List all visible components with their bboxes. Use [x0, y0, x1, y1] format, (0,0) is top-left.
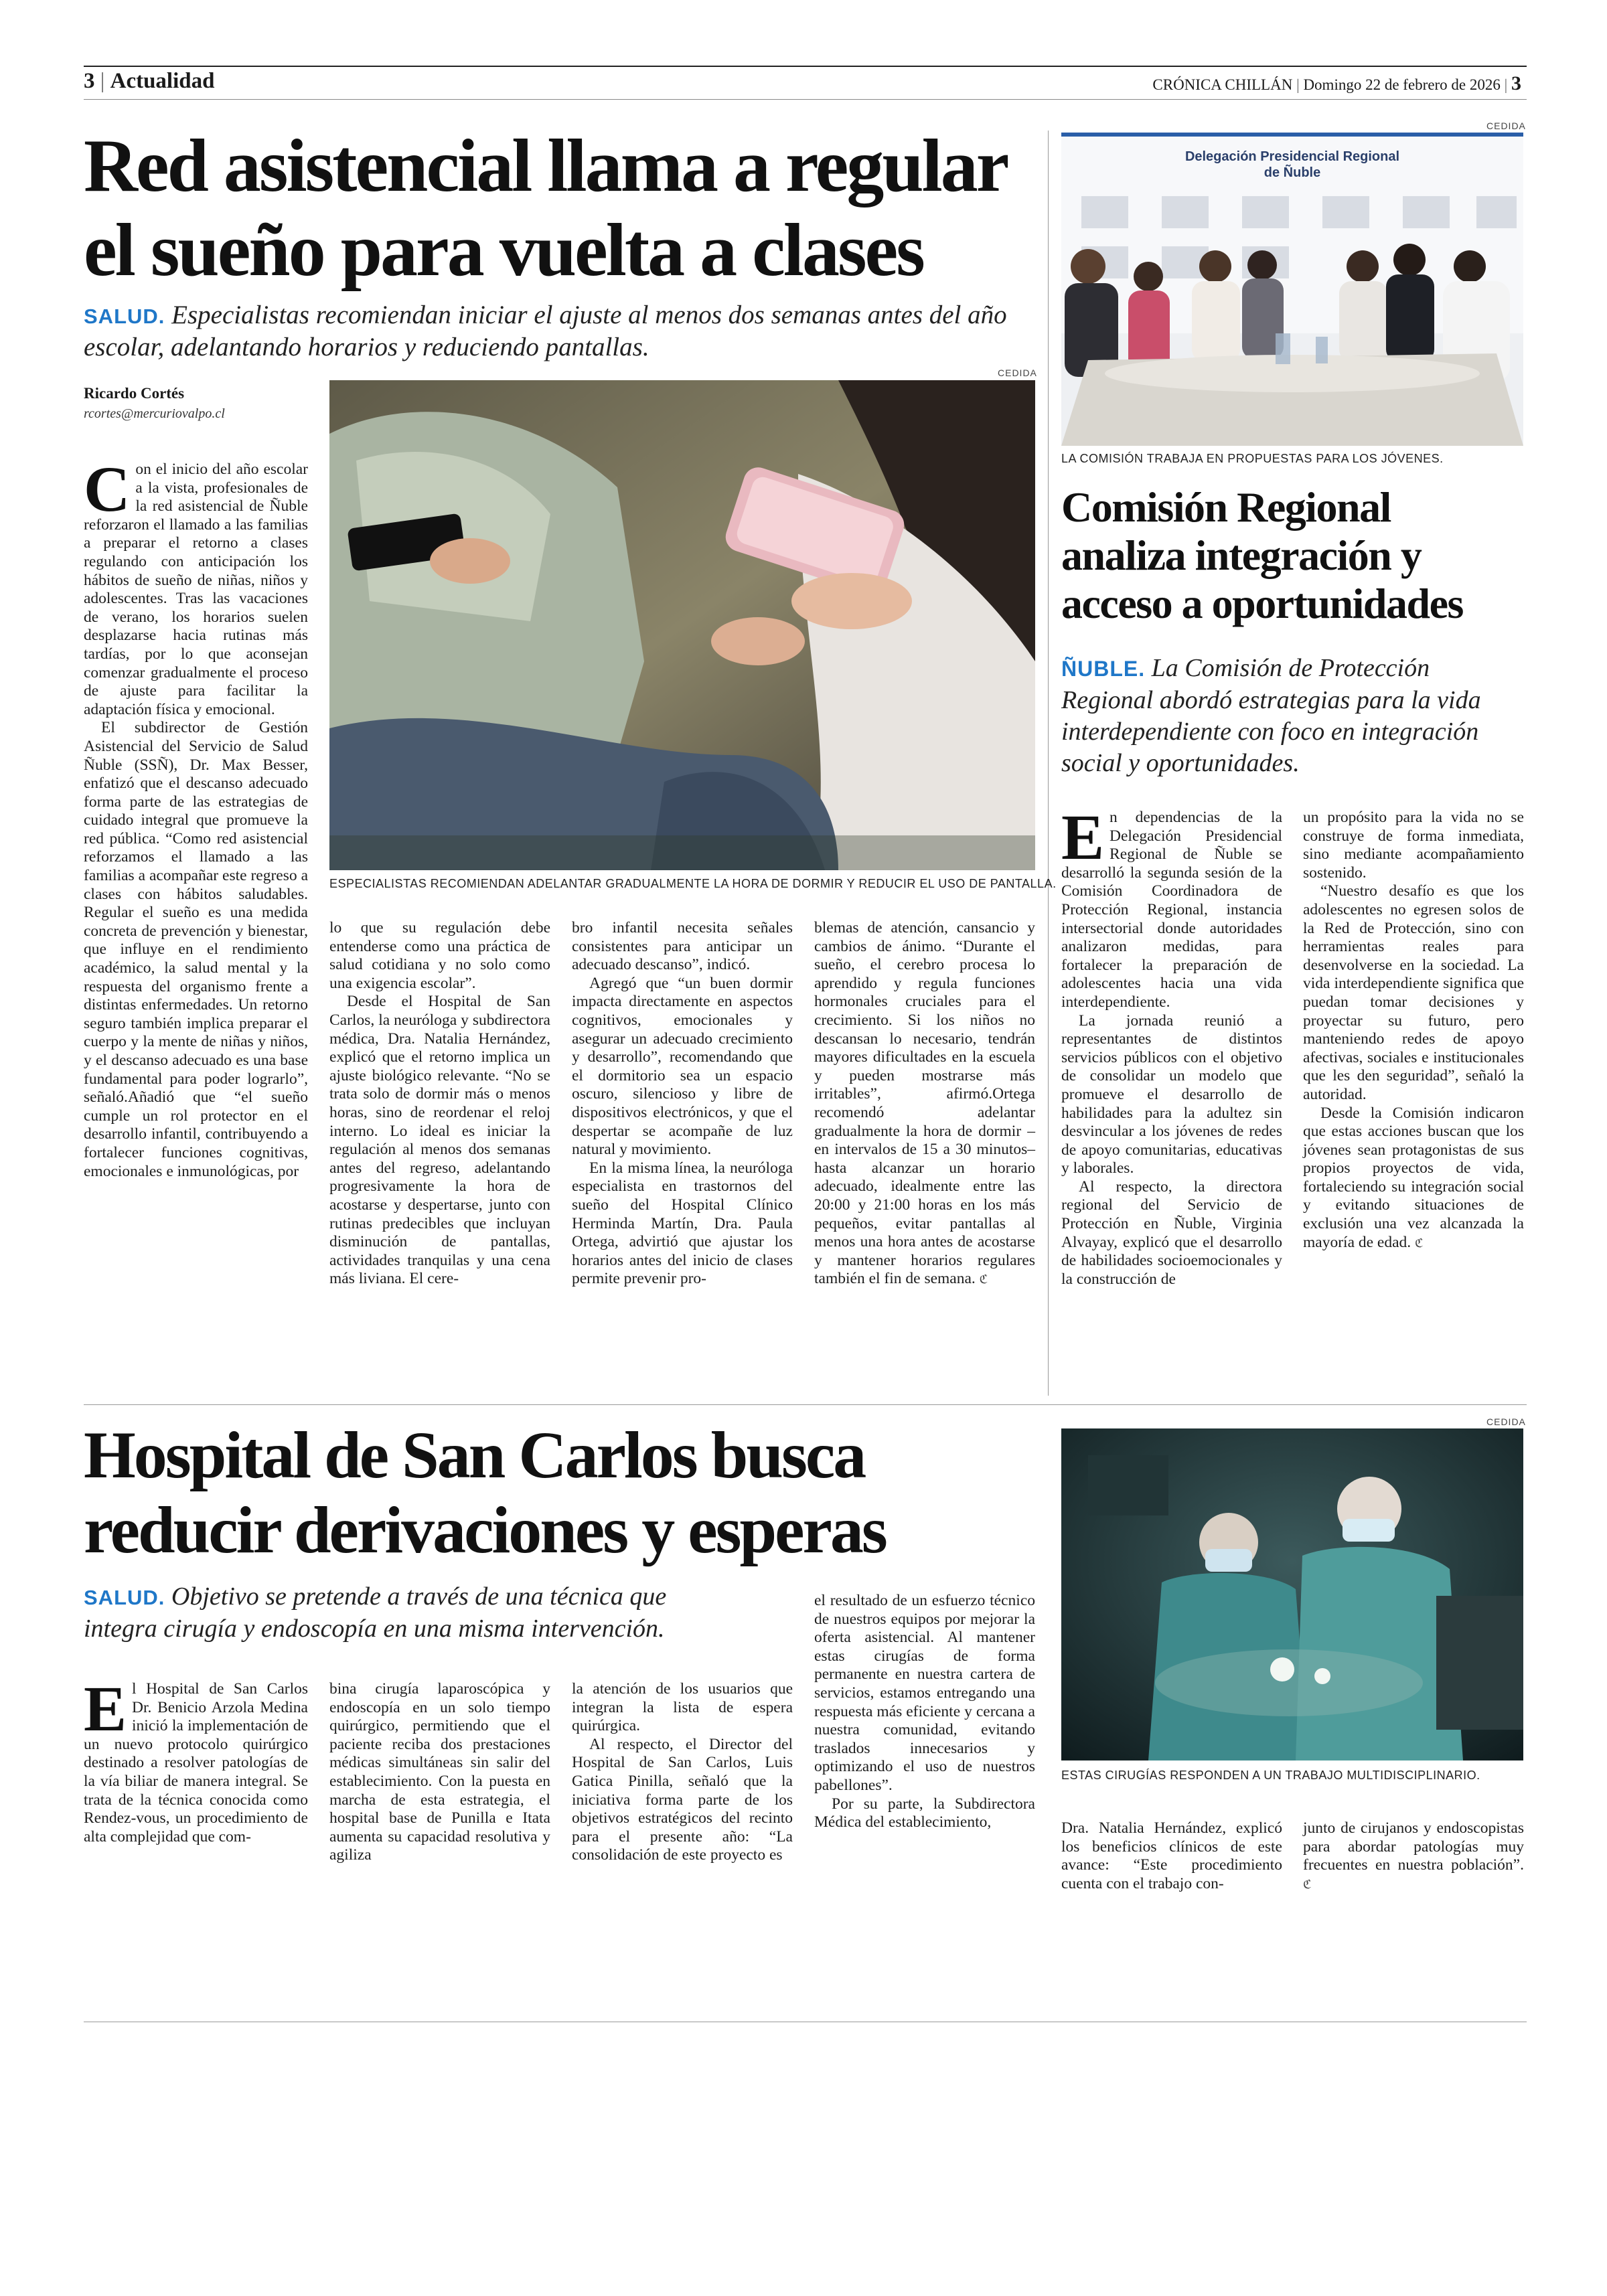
article3-deck: [84, 1581, 820, 1644]
article2-headline-line3: acceso a oportunidades: [1061, 580, 1463, 627]
article1-column-3: [572, 919, 793, 1289]
article2-dropcap: E: [1061, 801, 1105, 873]
article1-paragraph: Desde el Hospital de San Carlos, la neuróloga y subdirectora médica, Dra. Natalia Hernández, explicó que el retorno implica un ajuste biológico relevante. “No se trata solo de dormir más o menos horas, sino de reordenar el reloj interno. Lo ideal es iniciar la regulación al menos dos semanas antes del regreso, adelantando progresivamente la hora de acostarse y despertarse, junto con rutinas predecibles que incluyan disminución de pantallas, actividades tranquilas y una cena más liviana. El cere-: [329, 993, 550, 1288]
article3-headline-line2: reducir derivaciones y esperas: [84, 1493, 886, 1567]
article2-headline-line1: Comisión Regional: [1061, 483, 1391, 531]
article2-headline-line2: analiza integración y: [1061, 531, 1422, 579]
article1-photo-caption: ESPECIALISTAS RECOMIENDAN ADELANTAR GRADUALMENTE LA HORA DE DORMIR Y REDUCIR EL USO DE PANTALLA.: [329, 877, 1057, 890]
commission-meeting-photo: [1061, 133, 1523, 446]
article1-deck-text: Especialistas recomiendan iniciar el ajuste al menos dos semanas antes del año escolar, adelantando horarios y reduciendo pantallas.: [84, 301, 1007, 361]
page-number-right: 3: [1511, 72, 1521, 94]
article1-headline-line1: Red asistencial llama a regular: [84, 125, 1008, 208]
header-top-rule: [84, 66, 1527, 67]
article1-paragraph: blemas de atención, cansancio y cambios de ánimo. “Durante el sueño, el cerebro procesa lo aprendido y regula funciones hormonales cruciales para el crecimiento. Si los niños no descansan lo necesario, tendrán mayores dificultades en la escuela y pueden mostrarse más irritables”, afirmó.Ortega recomendó adelantar gradualmente la hora de dormir –en intervalos de 15 a 30 minutos– hasta alcanzar un horario adecuado, idealmente entre las 20:00 y 21:00 horas en los más pequeños, evitar pantallas al menos una hora antes de acostarse y mantener horarios regulares también el fin de semana.: [814, 919, 1035, 1288]
article3-deck-line1: Objetivo se pretende a través de una técnica que: [171, 1582, 667, 1611]
article2-paragraph: n dependencias de la Delegación Presidencial Regional de Ñuble se desarrolló la segunda sesión de la Comisión Coordinadora de Protección Regional, instancia intersectorial donde autoridades analizaron medidas, para fortalecer la preparación de adolescentes hacia una vida interdependiente.: [1061, 809, 1282, 1011]
article3-top-rule: [84, 1404, 1527, 1405]
author-email[interactable]: rcortes@mercuriovalpo.cl: [84, 406, 225, 421]
article3-deck-line2: integra cirugía y endoscopía en una misma intervención.: [84, 1615, 665, 1643]
article2-column-1: [1061, 801, 1282, 1289]
article2-photo-caption: LA COMISIÓN TRABAJA EN PROPUESTAS PARA LOS JÓVENES.: [1061, 452, 1444, 465]
article2-paragraph: Al respecto, la directora regional del Servicio de Protección en Ñuble, Virginia Alvayay, explicó que el desarrollo de habilidades socioemocionales y la construcción de: [1061, 1177, 1282, 1288]
page-number-left: 3: [84, 69, 95, 93]
article2-column-2: [1303, 809, 1524, 1252]
article1-deck: [84, 300, 1048, 363]
article1-paragraph: El subdirector de Gestión Asistencial del Servicio de Salud Ñuble (SSÑ), Dr. Max Besser, enfatizó que el descanso adecuado forma parte de las estrategias de cuidado integral que promueve la red pública. “Como red asistencial reforzamos el llamado a las familias a acompañar este regreso a clases con hábitos saludables. Regular el sueño es una medida concreta de prevención y bienestar, que influye en el rendimiento académico, la salud mental y la respuesta del organismo frente a distintas enfermedades. Un retorno seguro también implica preparar el cuerpo y la mente de niñas y niños, y el descanso adecuado es una base fundamental para poder lograrlo”, señaló.Añadió que “el sueño cumple un rol protector en el desarrollo infantil, contribuyendo a fortalecer funciones cognitivas, emocionales e inmunológicas, por: [84, 719, 308, 1180]
article2-photo: [1061, 133, 1523, 446]
section-name: Actualidad: [110, 69, 215, 93]
article1-byline: [84, 385, 225, 422]
article1-kicker: SALUD.: [84, 305, 165, 328]
article3-paragraph: l Hospital de San Carlos Dr. Benicio Arzola Medina inició la implementación de un nuevo protocolo quirúrgico destinado a resolver patologías de la vía biliar de manera integral. Se trata de la técnica conocida como Rendez-vous, un procedimiento de alta complejidad que com-: [84, 1680, 308, 1846]
article3-photo-credit: CEDIDA: [1486, 1416, 1526, 1427]
page-header-right: CRÓNICA CHILLÁN | Domingo 22 de febrero de 2026 | 3: [1152, 72, 1521, 94]
article3-column-6: [1303, 1819, 1524, 1894]
author-name: Ricardo Cortés: [84, 385, 185, 402]
article3-paragraph: junto de cirujanos y endoscopistas para abordar patologías muy frecuentes en nuestra población”.: [1303, 1819, 1524, 1874]
article3-photo: [1061, 1428, 1523, 1760]
article3-headline-line1: Hospital de San Carlos busca: [84, 1418, 865, 1492]
article3-column-4: [814, 1592, 1035, 1832]
article1-photo: [329, 380, 1035, 870]
article2-headline: [1061, 483, 1530, 628]
article3-paragraph: Dra. Natalia Hernández, explicó los beneficios clínicos de este avance: “Este procedimiento cuenta con el trabajo con-: [1061, 1819, 1282, 1892]
end-of-article-icon: ℭ: [979, 1273, 988, 1287]
article1-dropcap: C: [84, 453, 131, 525]
article1-headline: [84, 124, 1041, 293]
article3-photo-caption: ESTAS CIRUGÍAS RESPONDEN A UN TRABAJO MULTIDISCIPLINARIO.: [1061, 1769, 1480, 1782]
article2-paragraph: Desde la Comisión indicaron que estas acciones buscan que los jóvenes sean protagonistas de sus propios proyectos de vida, fortaleciendo su integración social y evitando situaciones de exclusión una vez alcanzada la mayoría de edad.: [1303, 1104, 1524, 1251]
column-divider: [1048, 131, 1049, 1396]
article2-deck-text: La Comisión de Protección Regional abordó estrategias para la vida interdependiente con foco en integración social y oportunidades.: [1061, 654, 1481, 777]
article3-paragraph: la atención de los usuarios que integran la lista de espera quirúrgica.: [572, 1680, 793, 1735]
article3-column-3: [572, 1680, 793, 1865]
article3-column-2: [329, 1680, 550, 1865]
article2-paragraph: un propósito para la vida no se construye de forma inmediata, sino mediante acompañamiento sostenido.: [1303, 809, 1524, 882]
article3-dropcap: E: [84, 1673, 127, 1744]
page-header-left: 3 | Actualidad: [84, 69, 215, 93]
article1-paragraph: bro infantil necesita señales consistentes para anticipar un adecuado descanso”, indicó.: [572, 919, 793, 974]
article3-paragraph: bina cirugía laparoscópica y endoscopía en un solo tiempo quirúrgico, permitiendo que el paciente reciba dos prestaciones médicas simultáneas sin salir del establecimiento. Con la puesta en marcha de esta estrategia, el hospital base de Punilla e Itata aumenta su capacidad resolutiva y agiliza: [329, 1680, 550, 1864]
article2-kicker: ÑUBLE.: [1061, 657, 1146, 681]
issue-date: Domingo 22 de febrero de 2026: [1303, 76, 1501, 93]
article3-paragraph: Al respecto, el Director del Hospital de San Carlos, Luis Gatica Pinilla, señaló que la iniciativa forma parte de los objetivos estratégicos del recinto para el presente año: “La consolidación de este proyecto es: [572, 1735, 793, 1864]
article2-deck: [1061, 653, 1523, 779]
article1-headline-line2: el sueño para vuelta a clases: [84, 209, 923, 292]
article3-column-1: [84, 1673, 308, 1846]
banner-line1: Delegación Presidencial Regional: [1184, 149, 1400, 164]
article1-photo-credit: CEDIDA: [998, 367, 1037, 378]
article3-paragraph: el resultado de un esfuerzo técnico de nuestros equipos por mejorar la oferta asistencial. Al mantener estas cirugías de forma permanente en nuestra cartera de servicios, estamos entregando una respuesta más eficiente y cercana a nuestra comunidad, evitando traslados innecesarios y optimizando el uso de nuestros pabellones”.: [814, 1592, 1035, 1794]
article2-photo-credit: CEDIDA: [1486, 120, 1526, 131]
article2-paragraph: La jornada reunió a representantes de distintos servicios públicos con el objetivo de consolidar un modelo que promueve el desarrollo de habilidades para la adultez sin desvincular a los jóvenes de redes de apoyo comunitarias, educativas y laborales.: [1061, 1011, 1282, 1177]
article1-column-4: [814, 919, 1035, 1289]
article1-paragraph: on el inicio del año escolar a la vista, profesionales de la red asistencial de Ñuble reforzaron el llamado a las familias a preparar el retorno a clases regulando con anticipación los hábitos de sueño de niñas, niños y adolescentes. Tras las vacaciones de verano, los horarios suelen desplazarse hacia rutinas más tardías, por lo que aconsejan comenzar gradualmente el proceso de ajuste para facilitar la adaptación física y emocional.: [84, 461, 308, 718]
end-of-article-icon: ℭ: [1415, 1236, 1424, 1250]
article1-column-2: [329, 919, 550, 1289]
article1-column-1: [84, 453, 308, 1181]
article3-paragraph: Por su parte, la Subdirectora Médica del establecimiento,: [814, 1795, 1035, 1831]
banner-line2: de Ñuble: [1264, 165, 1321, 180]
article3-column-5: [1061, 1819, 1282, 1893]
end-of-article-icon: ℭ: [1303, 1877, 1312, 1892]
phone-kids-photo: [329, 380, 1035, 870]
article3-kicker: SALUD.: [84, 1586, 165, 1609]
article2-paragraph: “Nuestro desafío es que los adolescentes no egresen solos de la Red de Protección, sino con herramientas reales para desenvolverse en la sociedad. La vida interdependiente significa que puedan tomar decisiones y proyectar su futuro, pero manteniendo redes de apoyo afectivas, sociales e institucionales que les den seguridad”, señaló la autoridad.: [1303, 882, 1524, 1103]
header-bottom-rule: [84, 99, 1527, 100]
article3-headline: [84, 1418, 1048, 1568]
newspaper-name: CRÓNICA CHILLÁN: [1152, 76, 1293, 93]
surgery-photo: [1061, 1428, 1523, 1760]
article1-paragraph: Agregó que “un buen dormir impacta directamente en aspectos cognitivos, emocionales y asegurar un adecuado crecimiento y desarrollo”, recomendando que el dormitorio sea un espacio oscuro, silencioso y libre de dispositivos electrónicos, y que el despertar se acompañe de luz natural y movimiento.: [572, 974, 793, 1159]
article1-paragraph: lo que su regulación debe entenderse como una práctica de salud cotidiana y no solo como una exigencia escolar”.: [329, 919, 550, 992]
article1-paragraph: En la misma línea, la neuróloga especialista en trastornos del sueño del Hospital Clínico Herminda Martín, Dra. Paula Ortega, advirtió que ajustar los horarios antes del inicio de clases permite prevenir pro-: [572, 1159, 793, 1288]
